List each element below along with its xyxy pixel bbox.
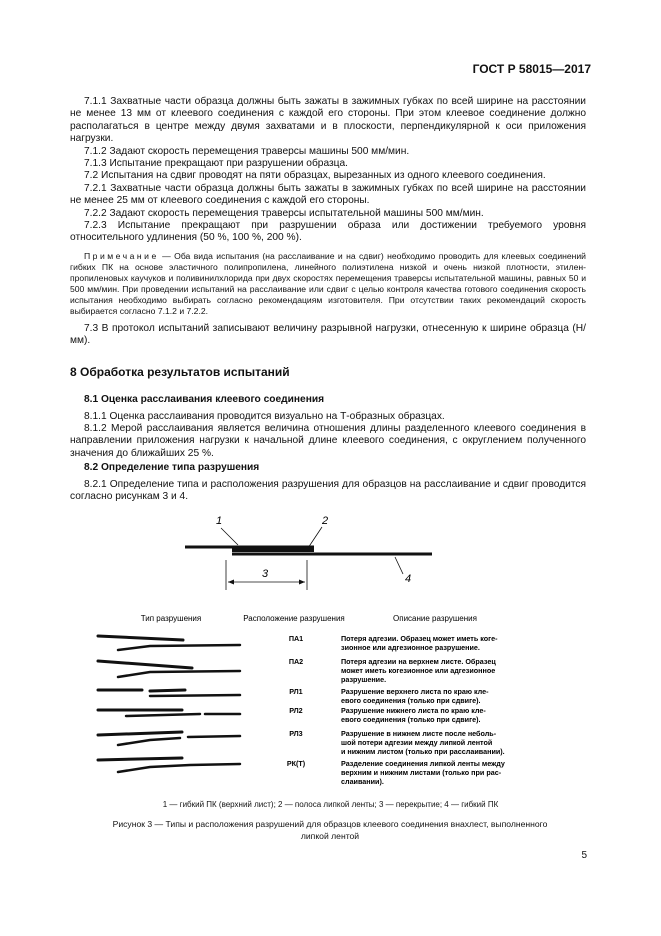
subsection-8-1-heading: 8.1 Оценка расслаивания клеевого соединения (84, 394, 325, 406)
figure-caption: Рисунок 3 — Типы и расположения разрушений для образцов клеевого соединения внахлест, выполненного липкой лентой (112, 819, 548, 841)
row-desc-line: евого соединения (только при сдвиге). (341, 715, 481, 724)
para-7-1-3: 7.1.3 Испытание прекращают при разрушении образца. (84, 158, 349, 170)
callout-4: 4 (405, 573, 412, 585)
note-label: Примечание (84, 250, 159, 261)
row-desc-line: Разрушение нижнего листа по краю кле- (341, 706, 486, 715)
callout-1: 1 (216, 515, 223, 527)
section-8-heading: 8 Обработка результатов испытаний (70, 364, 290, 379)
row-code: РК(Т) (286, 759, 306, 768)
col-header-location: Расположение разрушения (243, 614, 345, 623)
callout-2: 2 (322, 515, 329, 527)
row-code: РЛ3 (289, 729, 303, 738)
failure-sketches (98, 636, 240, 772)
figure-legend: 1 — гибкий ПК (верхний лист); 2 — полоса липкой ленты; 3 — перекрытие; 4 — гибкий ПК (162, 800, 499, 809)
col-header-description: Описание разрушения (393, 614, 477, 623)
row-desc-line: евого соединения (только при сдвиге). (341, 696, 481, 705)
para-7-2: 7.2 Испытания на сдвиг проводят на пяти образцах, вырезанных из одного клеевого соединения. (84, 170, 546, 182)
para-7-1-1: 7.1.1 Захватные части образца должны быть зажаты в зажимных губках по всей ширине на расстоянии не менее 13 мм от клеевого соединения с каждой его стороны. При этом клеевое соединение должно располагаться в центре между двумя захватами и в плоскости, перпендикулярной к оси приложения нагрузки. (70, 96, 586, 145)
para-7-3: 7.3 В протокол испытаний записывают величину разрывной нагрузки, отнесенную к ширине образца (Н/мм). (70, 322, 586, 347)
row-desc-line: Потеря адгезии на верхнем листе. Образец (341, 657, 496, 666)
row-desc-line: Разрушение в нижнем листе после неболь- (341, 729, 497, 738)
row-desc-line: Разделение соединения липкой ленты между (341, 759, 505, 768)
row-desc-line: верхним и нижним листами (только при рас- (341, 768, 502, 777)
row-code: РЛ2 (289, 706, 303, 715)
row-code: ПА1 (288, 634, 304, 643)
callout-line-2 (308, 527, 322, 548)
row-code: ПА2 (288, 657, 304, 666)
callout-line-4 (395, 557, 403, 574)
row-desc-line: Разрушение верхнего листа по краю кле- (341, 687, 489, 696)
callout-line-1 (221, 528, 238, 545)
page-number: 5 (581, 850, 587, 861)
para-8-2-1: 8.2.1 Определение типа и расположения разрушения для образцов на расслаивание и сдвиг проводится согласно рисункам 3 и 4. (70, 478, 586, 502)
row-desc-line: разрушение. (341, 675, 387, 684)
adhesive-tape (232, 548, 314, 552)
para-8-1-1: 8.1.1 Оценка расслаивания проводится визуально на Т-образных образцах. (84, 410, 445, 422)
row-desc-line: Потеря адгезии. Образец может иметь коге- (341, 634, 498, 643)
note-text: — Оба вида испытания (на расслаивание и на сдвиг) необходимо проводить для клеевых соединений гибких ПК на основе эластичного полипропилена, линейного полиэтилена низкой и очень низкой плотности, этилен-пропиленовых каучуков и поливинилхлорида при двух скоростях перемещения траверсы испытательной машины, равных 50 и 500 мм/мин. При проведении испытаний на расслаивание или сдвиг с целью контроля качества готового соединения скорость испытания необходимо выбирать согласно рекомендациям изготовителя. При отсутствии таких рекомендаций скорость выбирается согласно 7.1.2 и 7.2.2. (70, 250, 586, 316)
para-7-2-3: 7.2.3 Испытание прекращают при разрушении образа или достижении требуемого уровня относительного удлинения (50 %, 100 %, 200 %). (70, 220, 586, 244)
para-8-1-2: 8.1.2 Мерой расслаивания является величина отношения длины разделенного клеевого соединения в направлении приложения нагрузки к начальной длине клеевого соединения, с округлением полученного значения до ближайших 25 %. (70, 422, 586, 459)
para-7-2-2: 7.2.2 Задают скорость перемещения траверсы испытательной машины 500 мм/мин. (84, 207, 484, 219)
row-desc-line: может иметь когезионное или адгезионное (341, 666, 496, 675)
document-header: ГОСТ Р 58015—2017 (472, 62, 591, 76)
subsection-8-2-heading: 8.2 Определение типа разрушения (84, 462, 260, 474)
row-code: РЛ1 (289, 687, 303, 696)
para-7-1-2: 7.1.2 Задают скорость перемещения траверсы машины 500 мм/мин. (84, 145, 410, 157)
callout-3: 3 (262, 568, 269, 580)
col-header-type: Тип разрушения (140, 614, 202, 623)
row-desc-line: слаивании). (341, 777, 384, 786)
row-descriptions (341, 634, 505, 786)
row-desc-line: зионное или адгезионное разрушение. (341, 643, 480, 652)
row-desc-line: и нижним листом (только при расслаивании). (341, 747, 505, 756)
row-desc-line: шой потери адгезии между липкой лентой (341, 738, 493, 747)
para-7-2-1: 7.2.1 Захватные части образца должны быть зажаты в зажимных губках по всей ширине на расстоянии не менее 25 мм от клеевого соединения с каждой его стороны. (70, 182, 586, 207)
specimen-diagram (185, 515, 432, 590)
